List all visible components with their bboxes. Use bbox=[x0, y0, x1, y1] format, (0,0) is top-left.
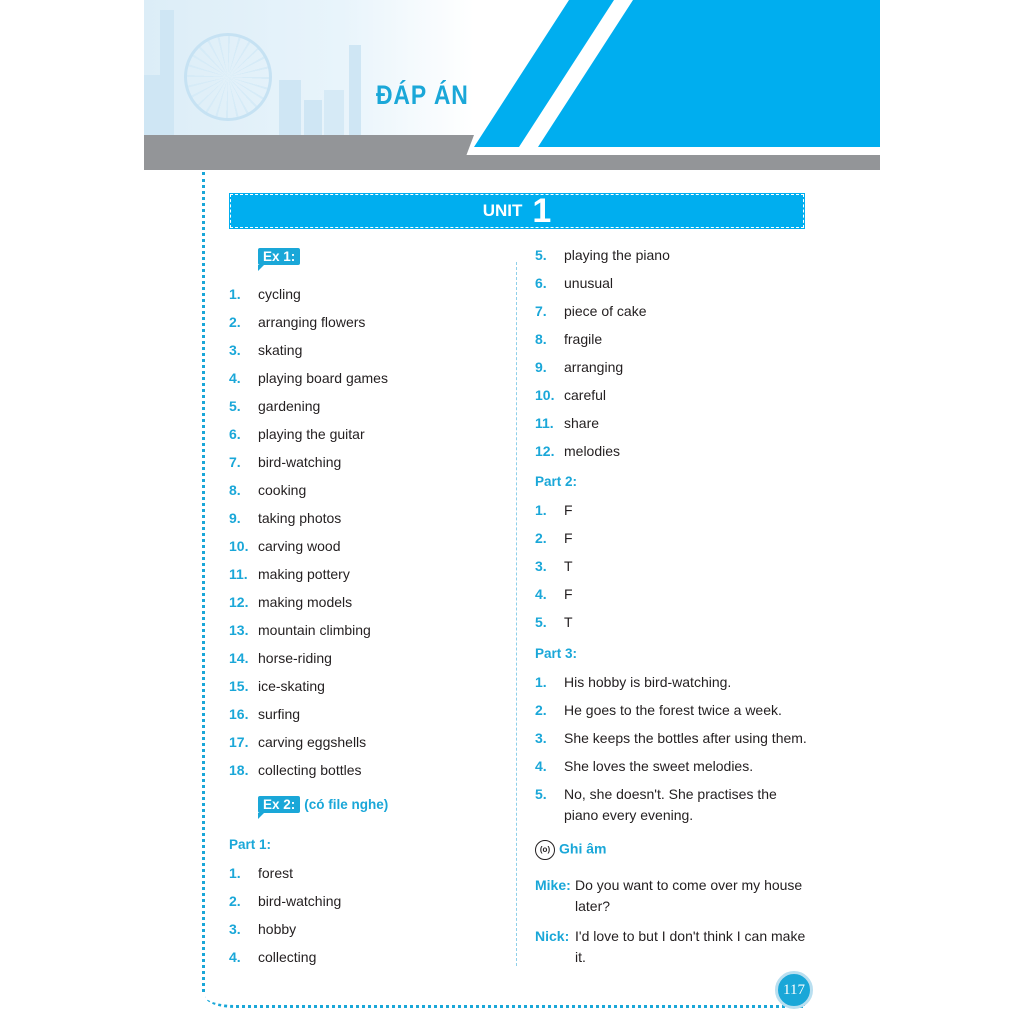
item-text: She loves the sweet melodies. bbox=[564, 758, 754, 774]
item-number: 9. bbox=[535, 359, 547, 375]
item-number: 4. bbox=[535, 586, 547, 602]
item-text: hobby bbox=[258, 921, 297, 937]
item-number: 7. bbox=[535, 303, 547, 319]
item-text: collecting bottles bbox=[258, 762, 362, 778]
unit-banner bbox=[230, 194, 804, 228]
item-number: 5. bbox=[229, 398, 241, 414]
item-text: His hobby is bird-watching. bbox=[564, 674, 732, 690]
column-divider bbox=[516, 262, 517, 966]
item-number: 4. bbox=[535, 758, 547, 774]
item-text: share bbox=[564, 415, 600, 431]
item-text: careful bbox=[564, 387, 607, 403]
item-number: 8. bbox=[229, 482, 241, 498]
dotted-border-left bbox=[202, 172, 205, 992]
item-text: piece of cake bbox=[564, 303, 647, 319]
item-text: melodies bbox=[564, 443, 621, 459]
page-number: 117 bbox=[775, 971, 813, 1009]
item-text: forest bbox=[258, 865, 294, 881]
item-number: 10. bbox=[229, 538, 249, 554]
item-text: collecting bbox=[258, 949, 317, 965]
item-number: 16. bbox=[229, 706, 249, 722]
item-number: 5. bbox=[535, 786, 547, 802]
item-text: ice-skating bbox=[258, 678, 325, 694]
item-text: playing the guitar bbox=[258, 426, 365, 442]
item-text: playing the piano bbox=[564, 247, 670, 263]
item-text: gardening bbox=[258, 398, 321, 414]
item-text: making models bbox=[258, 594, 353, 610]
item-text: She keeps the bottles after using them. bbox=[564, 730, 807, 746]
item-text: T bbox=[564, 558, 573, 574]
item-text: unusual bbox=[564, 275, 614, 291]
transcript-heading bbox=[535, 840, 606, 860]
item-number: 14. bbox=[229, 650, 249, 666]
item-text: F bbox=[564, 530, 573, 546]
ex2-tag: Ex 2: bbox=[258, 796, 300, 813]
header-band bbox=[144, 135, 474, 170]
item-text: F bbox=[564, 586, 573, 602]
item-number: 5. bbox=[535, 614, 547, 630]
item-number: 3. bbox=[229, 342, 241, 358]
item-text: bird-watching bbox=[258, 893, 342, 909]
item-number: 8. bbox=[535, 331, 547, 347]
item-number: 7. bbox=[229, 454, 241, 470]
item-number: 10. bbox=[535, 387, 555, 403]
header-band-strip bbox=[455, 155, 880, 170]
item-number: 1. bbox=[229, 286, 241, 302]
speaker-name: Mike: bbox=[535, 877, 571, 893]
item-number: 17. bbox=[229, 734, 249, 750]
item-number: 12. bbox=[535, 443, 555, 459]
item-number: 2. bbox=[535, 702, 547, 718]
item-number: 2. bbox=[229, 893, 241, 909]
exercise-label bbox=[258, 249, 300, 264]
item-number: 1. bbox=[535, 502, 547, 518]
item-number: 9. bbox=[229, 510, 241, 526]
item-text: cycling bbox=[258, 286, 301, 302]
ex1-tag: Ex 1: bbox=[258, 248, 300, 265]
item-text: arranging flowers bbox=[258, 314, 366, 330]
speaker-text: I'd love to but I don't think I can make it. bbox=[575, 928, 806, 965]
exercise-label bbox=[258, 797, 388, 812]
item-text: skating bbox=[258, 342, 303, 358]
item-text: surfing bbox=[258, 706, 301, 722]
audio-icon: (o) bbox=[535, 840, 555, 860]
item-number: 3. bbox=[229, 921, 241, 937]
item-text: cooking bbox=[258, 482, 307, 498]
item-text: taking photos bbox=[258, 510, 342, 526]
speaker-name: Nick: bbox=[535, 928, 570, 944]
page-title: ĐÁP ÁN bbox=[376, 80, 469, 110]
item-text: T bbox=[564, 614, 573, 630]
part-label: Part 3: bbox=[535, 646, 578, 661]
item-text: fragile bbox=[564, 331, 603, 347]
part-label: Part 2: bbox=[535, 474, 578, 489]
speaker-text: Do you want to come over my house later? bbox=[575, 877, 803, 914]
item-text: carving wood bbox=[258, 538, 341, 554]
item-text: F bbox=[564, 502, 573, 518]
item-number: 4. bbox=[229, 370, 241, 386]
item-text: carving eggshells bbox=[258, 734, 367, 750]
item-text: horse-riding bbox=[258, 650, 332, 666]
item-number: 13. bbox=[229, 622, 249, 638]
item-number: 3. bbox=[535, 558, 547, 574]
part-label: Part 1: bbox=[229, 837, 272, 852]
item-number: 3. bbox=[535, 730, 547, 746]
item-text: mountain climbing bbox=[258, 622, 371, 638]
item-text: No, she doesn't. She practises the piano every evening. bbox=[564, 786, 777, 823]
item-number: 2. bbox=[229, 314, 241, 330]
item-text: making pottery bbox=[258, 566, 350, 582]
item-number: 15. bbox=[229, 678, 249, 694]
dotted-border-bottom bbox=[205, 985, 805, 1008]
item-number: 2. bbox=[535, 530, 547, 546]
unit-number: 1 bbox=[532, 192, 552, 230]
item-number: 11. bbox=[535, 415, 554, 431]
item-number: 1. bbox=[535, 674, 547, 690]
item-number: 6. bbox=[535, 275, 547, 291]
item-number: 11. bbox=[229, 566, 248, 582]
item-text: He goes to the forest twice a week. bbox=[564, 702, 782, 718]
city-skyline-illustration bbox=[144, 0, 474, 135]
item-number: 5. bbox=[535, 247, 547, 263]
item-text: playing board games bbox=[258, 370, 388, 386]
item-number: 18. bbox=[229, 762, 249, 778]
unit-label: UNIT bbox=[482, 201, 523, 220]
item-number: 4. bbox=[229, 949, 241, 965]
item-number: 1. bbox=[229, 865, 241, 881]
item-text: arranging bbox=[564, 359, 624, 375]
item-text: bird-watching bbox=[258, 454, 342, 470]
item-number: 12. bbox=[229, 594, 249, 610]
ex2-note: (có file nghe) bbox=[304, 797, 389, 812]
transcript-label: Ghi âm bbox=[559, 840, 607, 857]
item-number: 6. bbox=[229, 426, 241, 442]
